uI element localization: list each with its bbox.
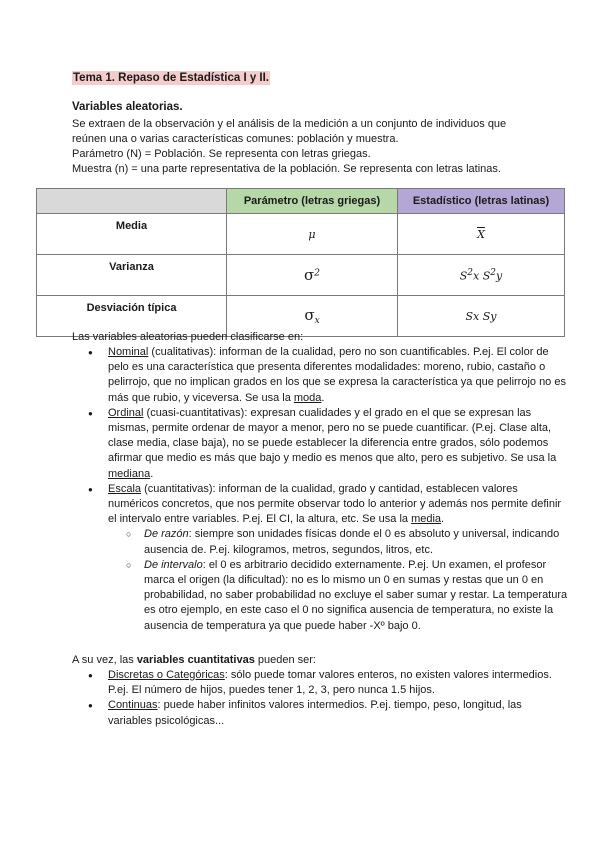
section-paragraph — [72, 117, 532, 177]
header-estadistico: Estadístico (letras latinas) — [398, 189, 565, 214]
paragraph-line: Parámetro (N) = Población. Se representa con letras griegas. — [72, 148, 371, 160]
media-estad-symbol: $\overline{X}$ — [398, 214, 565, 255]
list-item-nominal: ● Nominal (cualitativas): informan de la cualidad, pero no son cuantificables. P.ej. El color de pelo es una característica que presenta diferentes modalidades: moreno, rubio, castaño o pelirrojo, que no implican grados en los que se expresa la característica ya que pelirrojo no es más que rubio, y viceversa. Se usa la moda. — [108, 345, 568, 406]
section-heading: Variables aleatorias. — [72, 101, 183, 113]
table-row — [37, 214, 565, 255]
row-label-varianza: Varianza — [37, 255, 227, 296]
row-label-desviacion: Desviación típica — [37, 296, 227, 337]
desviacion-estad-symbol: Sx Sy — [398, 296, 565, 337]
paragraph-line: Muestra (n) = una parte representativa de la población. Se representa con letras latinas. — [72, 163, 501, 175]
media-param-symbol: μ — [227, 214, 398, 255]
header-parametro: Parámetro (letras griegas) — [227, 189, 398, 214]
table-header-row — [37, 189, 565, 214]
table-row — [37, 255, 565, 296]
row-label-media: Media — [37, 214, 227, 255]
list-item-continuas: ● Continuas: puede haber infinitos valores intermedios. P.ej. tiempo, peso, longitud, las variables psicológicas... — [108, 698, 568, 728]
list-item-intervalo: ○ De intervalo: el 0 es arbitrario decidido externamente. P.ej. Un examen, el profesor marca el origen (la dificultad): no es lo mismo un 0 en sumas y restas que un 0 en probabilidad, no saber probabilidad no excluye el saber sumar y restar. La temperatura es otro ejemplo, en este caso el 0 no significa ausencia de temperatura, no existe la ausencia de temperatura ya que puede haber -Xº bajo 0. — [144, 558, 568, 634]
document-title: Tema 1. Repaso de Estadística I y II. — [73, 72, 270, 84]
media-link[interactable]: media — [411, 513, 442, 526]
varianza-param-symbol: $\sigma^2$ — [227, 255, 398, 296]
quant-list — [72, 668, 568, 729]
table-corner-cell — [37, 189, 227, 214]
paragraph-line: reúnen una o varias características comunes: población y muestra. — [72, 133, 399, 145]
mediana-link[interactable]: mediana — [108, 467, 151, 480]
parameter-statistic-table — [36, 188, 565, 337]
list-item-ordinal: ● Ordinal (cuasi-cuantitativas): expresan cualidades y el grado en el que se expresan las mismas, permite ordenar de mayor a menor, pero no se puede cuantificar. (P.ej. Clase alta, clase media, clase baja), no se puede establecer la diferencia entre grados, sólo podemos afirmar que medio es más que bajo y medio es menos que alto, pero es subjetivo. Se usa la mediana. — [108, 406, 568, 482]
varianza-estad-symbol: $S^2x$ $S^2y$ — [398, 255, 565, 296]
list-item-razon: ○ De razón: siempre son unidades físicas donde el 0 es absoluto y universal, indicando ausencia de. P.ej. kilogramos, metros, segundos, litros, etc. — [144, 527, 568, 557]
escala-sublist — [108, 527, 568, 633]
classify-intro: Las variables aleatorias pueden clasificarse en: — [72, 331, 304, 343]
paragraph-line: Se extraen de la observación y el análisis de la medición a un conjunto de individuos que — [72, 118, 507, 130]
quant-intro: A su vez, las variables cuantitativas pueden ser: — [72, 654, 316, 666]
list-item-escala: ● Escala (cuantitativas): informan de la cualidad, grado y cantidad, establecen valores numéricos concretos, que nos permite observar todo lo anterior y además nos permite definir el intervalo entre variables. P.ej. El CI, la altura, etc. Se usa la media. ○ De razón: siempre son unidades físicas donde el 0 es absoluto y universal, indicando ausencia de. P.ej. kilogramos, metros, segundos, litros, etc. ○ De intervalo: el 0 es arbitrario decidido externamente. P.ej. Un examen, el profesor marca el origen (la dificultad): no es lo mismo un 0 en sumas y restas que un 0 en probabilidad, no saber probabilidad no excluye el saber sumar y restar. La temperatura es otro ejemplo, en este caso el 0 no significa ausencia de temperatura, no existe la ausencia de temperatura ya que puede haber -Xº bajo 0. — [108, 482, 568, 634]
classification-list — [72, 345, 568, 634]
desviacion-param-symbol: $\sigma_x$ — [227, 296, 398, 337]
list-item-discretas: ● Discretas o Categóricas: sólo puede tomar valores enteros, no existen valores intermedios. P.ej. El número de hijos, puedes tener 1, 2, 3, pero nunca 1.5 hijos. — [108, 668, 568, 698]
moda-link[interactable]: moda — [293, 391, 322, 404]
